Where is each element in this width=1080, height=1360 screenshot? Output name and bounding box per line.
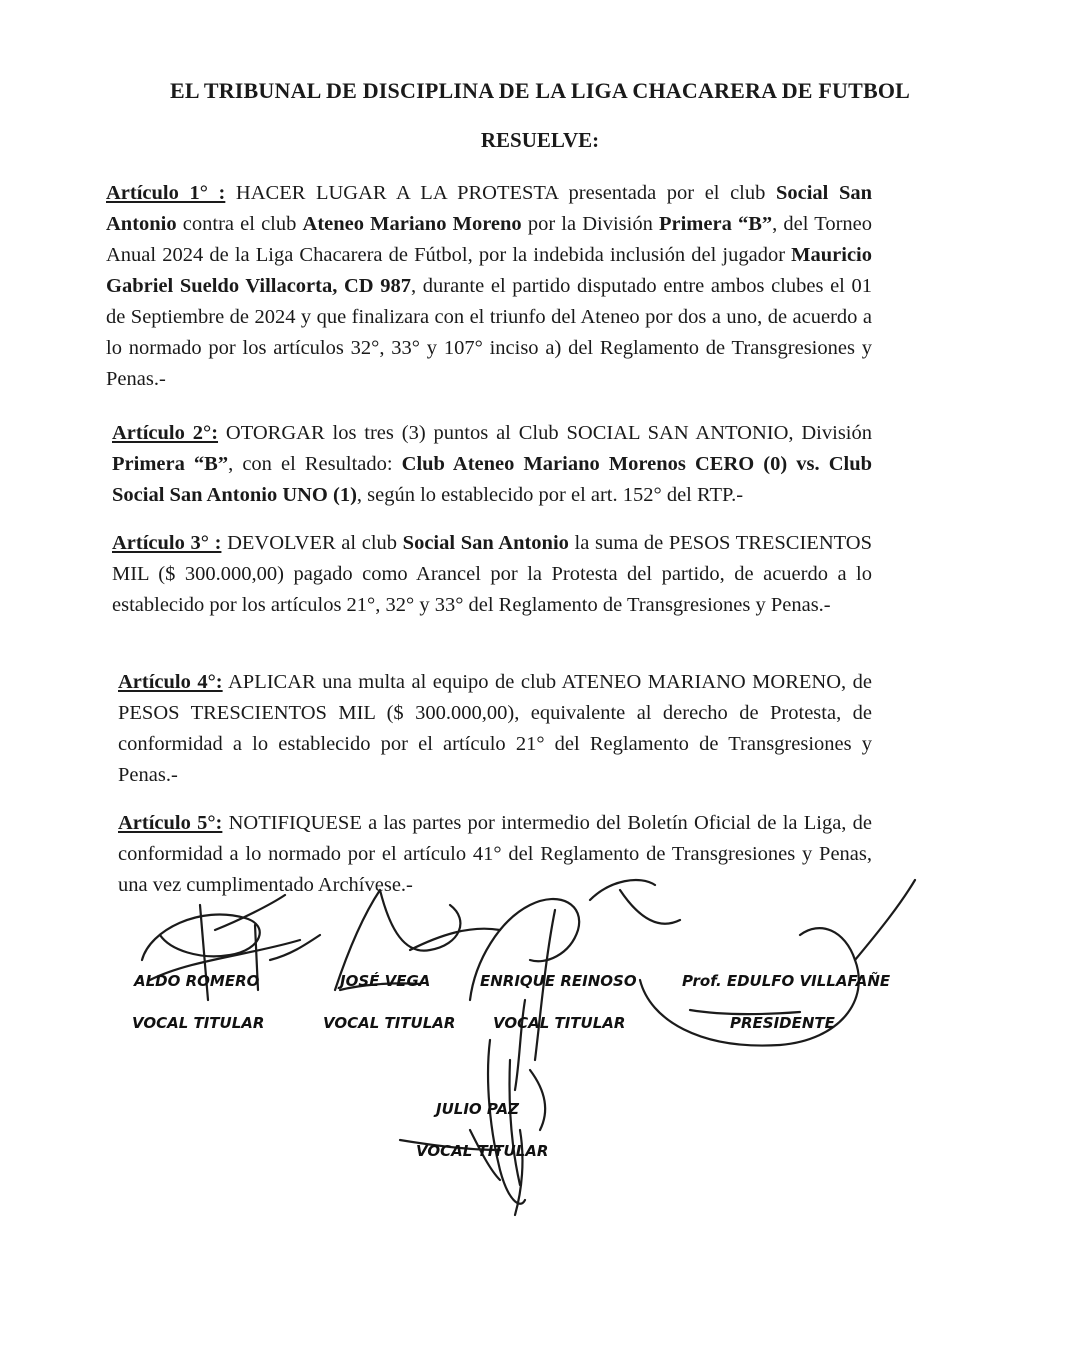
article-text: , durante el partido disputado entre ambos clubes el 01 de Septiembre de 2024 y que finalizara con el triunfo del Ateneo por dos a uno, de acuerdo a lo normado por los artículos 32°, 33° y 107° inciso a) del Reglamento de Transgresiones y Penas.- <box>106 275 872 390</box>
article-text: , con el Resultado: <box>228 453 402 475</box>
article-bold-text: Primera “B” <box>112 453 229 475</box>
article-3 <box>112 528 872 621</box>
article-5 <box>118 808 872 901</box>
article-text: , del Torneo Anual 2024 de la Liga Chacarera de Fútbol, por la indebida inclusión del jugador <box>106 213 872 266</box>
article-text: OTORGAR los tres (3) puntos al Club SOCIAL SAN ANTONIO, División <box>218 422 873 444</box>
signature-name-3: ENRIQUE REINOSO <box>480 972 637 990</box>
signature-name-4: Prof. EDULFO VILLAFAÑE <box>682 972 891 990</box>
document-subheading: RESUELVE: <box>480 128 600 152</box>
article-1 <box>106 178 872 395</box>
article-label: Artículo 4°: <box>118 671 223 693</box>
article-label: Artículo 1° : <box>106 182 226 204</box>
article-4 <box>118 667 872 791</box>
article-text: DEVOLVER al club <box>221 532 403 554</box>
article-text: HACER LUGAR A LA PROTESTA presentada por el club <box>225 182 776 204</box>
article-text: APLICAR una multa al equipo de club ATENEO MARIANO MORENO, de PESOS TRESCIENTOS MIL ($ 300.000,00), equivalente al derecho de Protesta, de conformidad a lo establecido por el artículo 21° del Reglamento de Transgresiones y Penas.- <box>118 671 872 786</box>
article-bold-text: Ateneo Mariano Moreno <box>302 213 522 235</box>
article-bold-text: Club Ateneo Mariano Morenos CERO (0) vs. Club Social San Antonio UNO (1) <box>112 453 872 506</box>
signature-name-5: JULIO PAZ <box>436 1100 519 1118</box>
article-bold-text: Primera “B” <box>658 213 773 235</box>
signature-name-2: JOSÉ VEGA <box>340 972 431 990</box>
article-label: Artículo 3° : <box>112 532 222 554</box>
signature-role-1: VOCAL TITULAR <box>132 1014 265 1032</box>
article-text: por la División <box>521 213 659 235</box>
article-text: NOTIFIQUESE a las partes por intermedio del Boletín Oficial de la Liga, de conformidad a lo normado por el artículo 41° del Reglamento de Transgresiones y Penas, una vez cumplimentado Archívese.- <box>118 812 872 896</box>
article-bold-text: Social San Antonio <box>106 182 872 235</box>
signature-role-4: PRESIDENTE <box>730 1014 835 1032</box>
signature-role-3: VOCAL TITULAR <box>493 1014 626 1032</box>
article-text: , según lo establecido por el art. 152° del RTP.- <box>356 484 744 506</box>
signature-name-1: ALDO ROMERO <box>134 972 260 990</box>
article-2 <box>112 418 872 511</box>
document-heading: EL TRIBUNAL DE DISCIPLINA DE LA LIGA CHACARERA DE FUTBOL <box>169 78 911 103</box>
article-bold-text: Social San Antonio <box>402 532 569 554</box>
article-text: contra el club <box>176 213 303 235</box>
article-text: la suma de PESOS TRESCIENTOS MIL ($ 300.000,00) pagado como Arancel por la Protesta del partido, de acuerdo a lo establecido por los artículos 21°, 32° y 33° del Reglamento de Transgresiones y Penas.- <box>112 532 872 616</box>
signature-role-2: VOCAL TITULAR <box>323 1014 456 1032</box>
article-label: Artículo 5°: <box>118 812 223 834</box>
signature-role-5: VOCAL TITULAR <box>416 1142 549 1160</box>
article-bold-text: Mauricio Gabriel Sueldo Villacorta, CD 987 <box>106 244 872 297</box>
article-label: Artículo 2°: <box>112 422 219 444</box>
